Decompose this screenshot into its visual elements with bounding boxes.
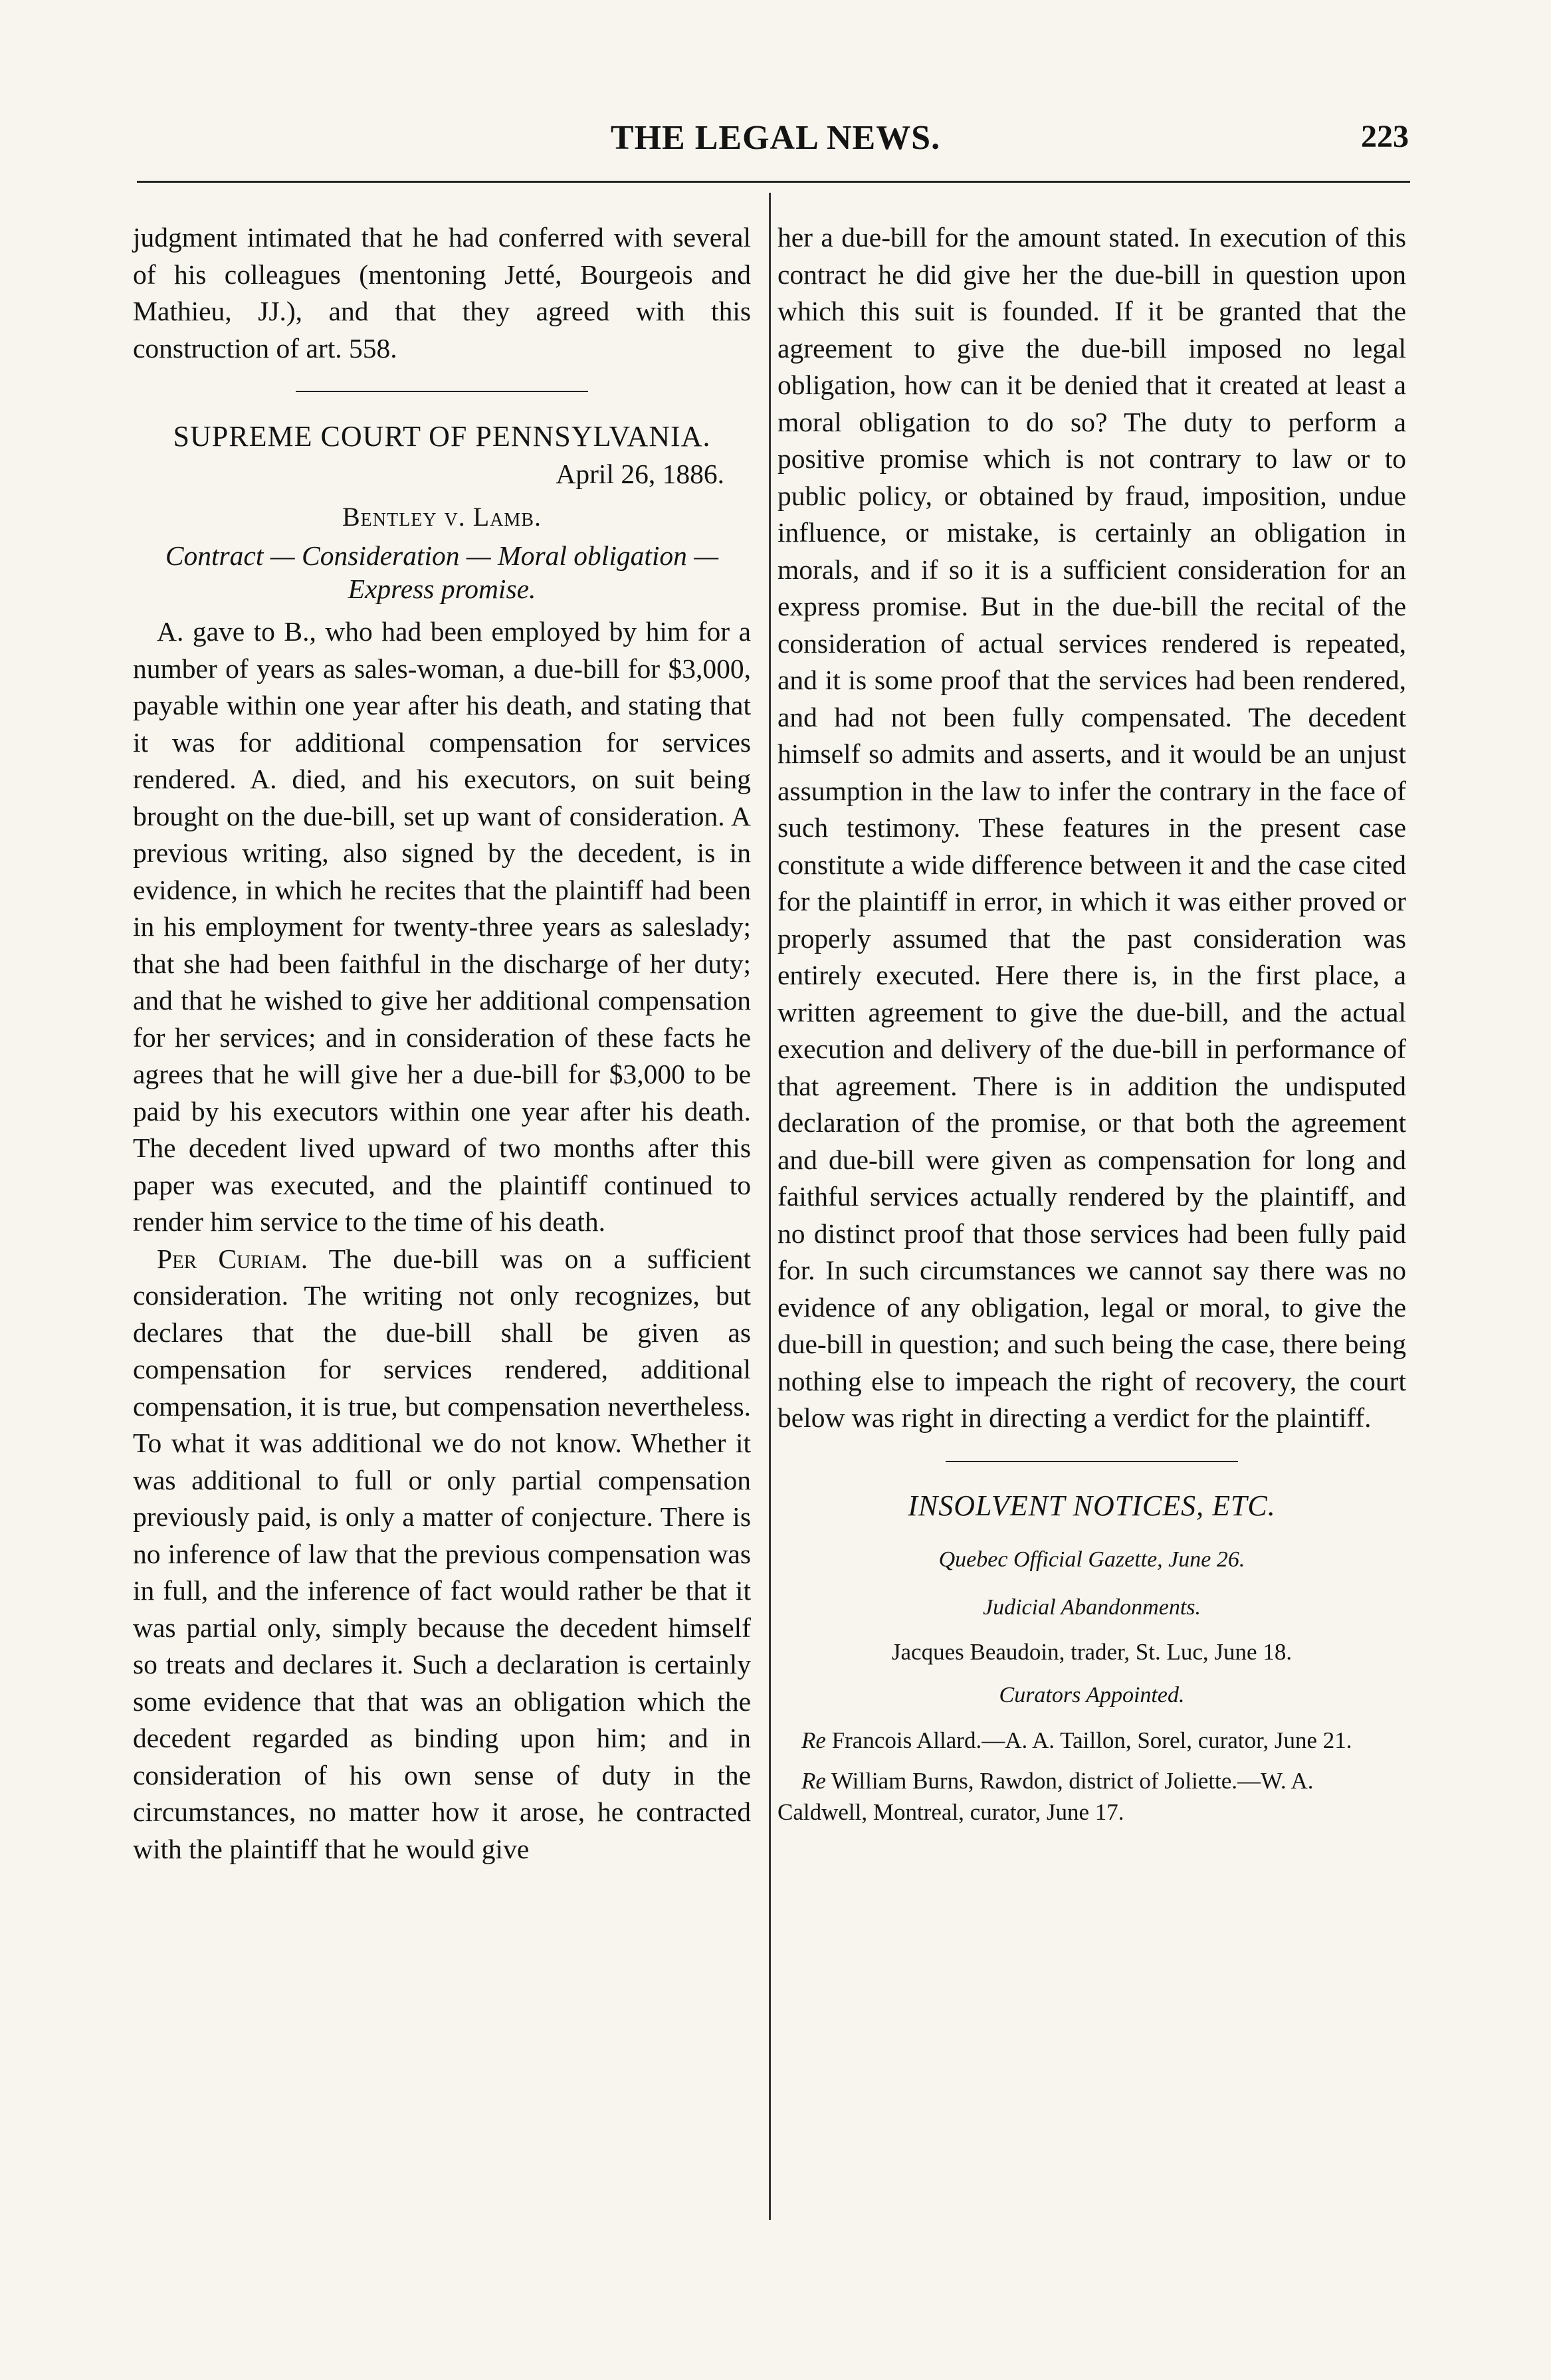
running-head-title: THE LEGAL NEWS.	[610, 119, 941, 157]
gazette-heading: Quebec Official Gazette, June 26.	[938, 1547, 1245, 1572]
column-divider	[769, 193, 771, 2220]
headnote: Contract — Consideration — Moral obligation — Express promise.	[165, 540, 719, 604]
section-separator	[946, 1461, 1238, 1462]
curator-entry	[777, 1725, 1406, 1756]
re-label: Re	[801, 1727, 826, 1753]
per-curiam-label: Per Curiam.	[157, 1243, 308, 1274]
abandonment-entry: Jacques Beaudoin, trader, St. Luc, June 18.	[891, 1639, 1292, 1665]
intro-paragraph: judgment intimated that he had conferred with several of his colleagues (mentoning Jetté, Bourgeois and Mathieu, JJ.), and that they agreed with this construction of art. 558.	[133, 222, 751, 364]
opinion-text: The due-bill was on a sufficient consideration. The writing not only recognizes, but declares that the due-bill shall be given as compensation for services rendered, additional compensation, it is true, but compensation nevertheless. To what it was additional we do not know. Whether it was additional to full or only partial compensation previously paid, is only a matter of conjecture. There is no inference of law that the previous compensation was in full, and the inference of fact would rather be that it was partial only, simply because the decedent himself so treats and declares it. Such a declaration is certainly some evidence that that was an obligation which the decedent regarded as binding upon him; and in consideration of his own sense of duty in the circumstances, no matter how it arose, he contracted with the plaintiff that he would give	[133, 1243, 751, 1864]
right-column	[777, 219, 1406, 1837]
re-label: Re	[801, 1767, 826, 1794]
page-number: 223	[1361, 119, 1409, 154]
court-name: SUPREME COURT OF PENNSYLVANIA.	[173, 420, 711, 453]
opinion-paragraph	[133, 1241, 751, 1868]
curator-entry	[777, 1765, 1406, 1828]
section-separator	[296, 391, 588, 392]
header-rule	[137, 181, 1410, 183]
left-column	[133, 219, 751, 1868]
curator-entry-text: William Burns, Rawdon, district of Joliette.—W. A. Caldwell, Montreal, curator, June 17.	[777, 1767, 1314, 1825]
syllabus-paragraph: A. gave to B., who had been employed by him for a number of years as sales-woman, a due-bill for $3,000, payable within one year after his death, and stating that it was for additional compensation for services rendered. A. died, and his executors, on suit being brought on the due-bill, set up want of consideration. A previous writing, also signed by the decedent, is in evidence, in which he recites that the plaintiff had been in his employment for twenty-three years as saleslady; that she had been faithful in the discharge of her duty; and that he wished to give her additional compensation for her services; and in consideration of these facts he agrees that he will give her a due-bill for $3,000 to be paid by his executors within one year after his death. The decedent lived upward of two months after this paper was executed, and the plaintiff continued to render him service to the time of his death.	[133, 616, 751, 1237]
case-title: Bentley v. Lamb.	[342, 501, 542, 532]
curator-entry-text: Francois Allard.—A. A. Taillon, Sorel, curator, June 21.	[831, 1727, 1352, 1753]
notices-title: INSOLVENT NOTICES, ETC.	[908, 1489, 1276, 1522]
abandonments-heading: Judicial Abandonments.	[983, 1594, 1201, 1620]
curators-heading: Curators Appointed.	[999, 1683, 1185, 1707]
case-date: April 26, 1886.	[556, 459, 724, 489]
opinion-continued-paragraph: her a due-bill for the amount stated. In execution of this contract he did give her the due-bill in question upon which this suit is founded. If it be granted that the agreement to give the due-bill imposed no legal obligation, how can it be denied that it created at least a moral obligation to do so? The duty to perform a positive promise which is not contrary to law or to public policy, or obtained by fraud, imposition, undue influence, or mistake, is certainly an obligation in morals, and if so it is a sufficient consideration for an express promise. But in the due-bill the recital of the consideration of actual services rendered is repeated, and it is some proof that the services had been rendered, and had not been fully compensated. The decedent himself so admits and asserts, and it would be an unjust assumption in the law to infer the contrary in the face of such testimony. These features in the present case constitute a wide difference between it and the case cited for the plaintiff in error, in which it was either proved or properly assumed that the past consideration was entirely executed. Here there is, in the first place, a written agreement to give the due-bill, and the actual execution and delivery of the due-bill in performance of that agreement. There is in addition the undisputed declaration of the promise, or that both the agreement and due-bill were given as compensation for long and faithful services actually rendered by the plaintiff, and no distinct proof that those services had been fully paid for. In such circumstances we cannot say there was no evidence of any obligation, legal or moral, to give the due-bill in question; and such being the case, there being nothing else to impeach the right of recovery, the court below was right in directing a verdict for the plaintiff.	[777, 222, 1406, 1433]
